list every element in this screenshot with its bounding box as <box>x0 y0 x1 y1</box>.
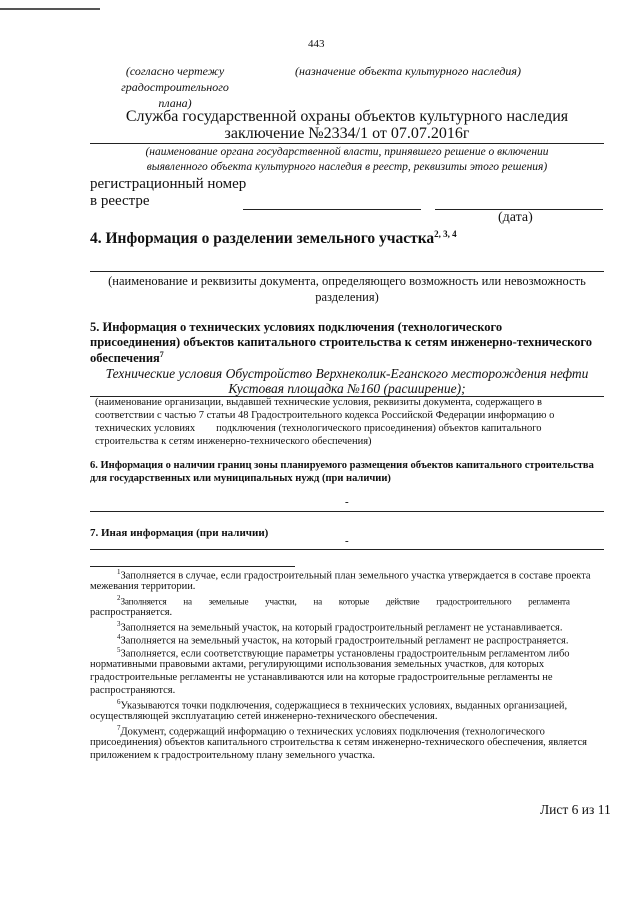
footnote-2-line-1: Заполняется на земельные участки, на которые действие градостроительного регламента <box>120 596 570 607</box>
section4-note-1: (наименование и реквизиты документа, определяющего возможность или невозможность <box>108 274 586 288</box>
left-caption-1: (согласно чертежу <box>125 64 225 78</box>
section5-note-4: строительства к сетям инженерно-технического обеспечения) <box>95 436 372 447</box>
authority-name: Служба государственной охраны объектов культурного наследия <box>125 108 569 125</box>
section6-title-2: для государственных или муниципальных нужд (при наличии) <box>90 473 391 484</box>
footnote-6-line-1: Указываются точки подключения, содержащиеся в технических условиях, выданных организацией, <box>120 700 568 712</box>
footnote-5-number: 5 <box>117 646 121 654</box>
footnote-2-number: 2 <box>117 594 121 602</box>
section7-underline <box>90 549 604 550</box>
section6-value: - <box>345 496 349 508</box>
footnote-separator <box>90 566 295 567</box>
section5-note-1: (наименование организации, выдавшей технические условия, реквизиты документа, содержащего в <box>95 397 542 408</box>
footnote-4-number: 4 <box>117 633 121 641</box>
section5-title-3-text: обеспечения <box>90 351 160 366</box>
section6-title-1: 6. Информация о наличии границ зоны планируемого размещения объектов капитального строительства <box>90 460 594 471</box>
authority-note-2: выявленного объекта культурного наследия в реестр, реквизиты этого решения) <box>146 161 548 173</box>
section5-value-1: Технические условия Обустройство Верхнеколик-Еганского месторождения нефти <box>105 366 589 381</box>
authority-underline <box>90 143 604 144</box>
section5-title-3 <box>90 350 164 366</box>
section4-title <box>90 229 457 248</box>
footnote-3-number: 3 <box>117 620 121 628</box>
reg-label-1: регистрационный номер <box>90 176 247 192</box>
footnote-6-number: 6 <box>117 698 121 706</box>
date-label: (дата) <box>498 210 533 225</box>
footnote-1 <box>117 568 591 582</box>
footnote-5 <box>117 646 570 660</box>
sheet-number: Лист 6 из 11 <box>540 802 611 817</box>
footnote-7-line-3: приложением к градостроительному плану земельного участка. <box>90 750 376 761</box>
footnote-1-line-1: Заполняется в случае, если градостроительный план земельного участка утверждается в составе проекта <box>120 570 591 582</box>
section5-title-1: 5. Информация о технических условиях подключения (технологического <box>90 320 503 334</box>
footnote-7 <box>117 724 545 738</box>
footnote-7-number: 7 <box>117 724 121 732</box>
footnote-1-number: 1 <box>117 568 121 576</box>
section5-title-2: присоединения) объектов капитального строительства к сетям инженерно-технического <box>90 335 593 349</box>
conclusion-number: заключение №2334/1 от 07.07.2016г <box>224 125 470 142</box>
footnote-5-line-4: распространяются. <box>90 685 176 696</box>
reg-number-line <box>243 209 421 210</box>
footnote-4-line-1: Заполняется на земельный участок, на который градостроительный регламент не распространяется. <box>120 635 569 647</box>
footnote-6-line-2: осуществляющей эксплуатацию сетей инженерно-технического обеспечения. <box>90 711 438 722</box>
footnote-2-cont: распространяется. <box>90 607 173 618</box>
footnote-5-line-2: нормативными правовыми актами, регулирующими использования земельных участков, для которых <box>90 659 545 670</box>
section5-note-3: технических условиях подключения (технологического присоединения) объектов капитального <box>95 423 542 434</box>
footnote-2 <box>117 594 570 608</box>
page-number: 443 <box>308 38 325 50</box>
section5-value-2: Кустовая площадка №160 (расширение); <box>228 381 466 396</box>
section4-footnote-refs: 2, 3, 4 <box>434 229 457 239</box>
footnote-5-line-3: градостроительные регламенты не устанавливаются или на которые градостроительные регламенты не <box>90 672 553 683</box>
reg-label-2: в реестре <box>90 193 150 209</box>
footnote-7-line-1: Документ, содержащий информацию о технических условиях подключения (технологического <box>120 726 545 738</box>
footnote-1-cont: межевания территории. <box>90 581 196 592</box>
authority-note-1: (наименование органа государственной власти, принявшего решение о включении <box>145 146 549 158</box>
section4-underline <box>90 271 604 272</box>
footnote-3 <box>117 620 563 634</box>
footnote-7-line-2: присоединения) объектов капитального строительства к сетям инженерно-технического обеспечения, является <box>90 737 587 748</box>
section4-note-2: разделения) <box>315 290 379 304</box>
section6-underline <box>90 511 604 512</box>
left-caption-3: плана) <box>158 96 192 110</box>
section7-value: - <box>345 535 349 547</box>
footnote-5-line-1: Заполняется, если соответствующие параметры установлены градостроительным регламентом либо <box>120 648 570 660</box>
footnote-4 <box>117 633 568 647</box>
section5-note-2: соответствии с частью 7 статьи 48 Градостроительного кодекса Российской Федерации информацию о <box>95 410 555 421</box>
section7-title: 7. Иная информация (при наличии) <box>90 527 269 539</box>
left-caption-2: градостроительного <box>121 80 229 94</box>
section4-title-text: 4. Информация о разделении земельного участка <box>90 230 435 248</box>
section5-footnote-ref: 7 <box>159 350 164 359</box>
footnote-6 <box>117 698 567 712</box>
top-scan-line <box>0 8 100 10</box>
right-caption: (назначение объекта культурного наследия) <box>295 64 521 78</box>
footnote-3-line-1: Заполняется на земельный участок, на который градостроительный регламент не устанавливается. <box>120 622 563 634</box>
